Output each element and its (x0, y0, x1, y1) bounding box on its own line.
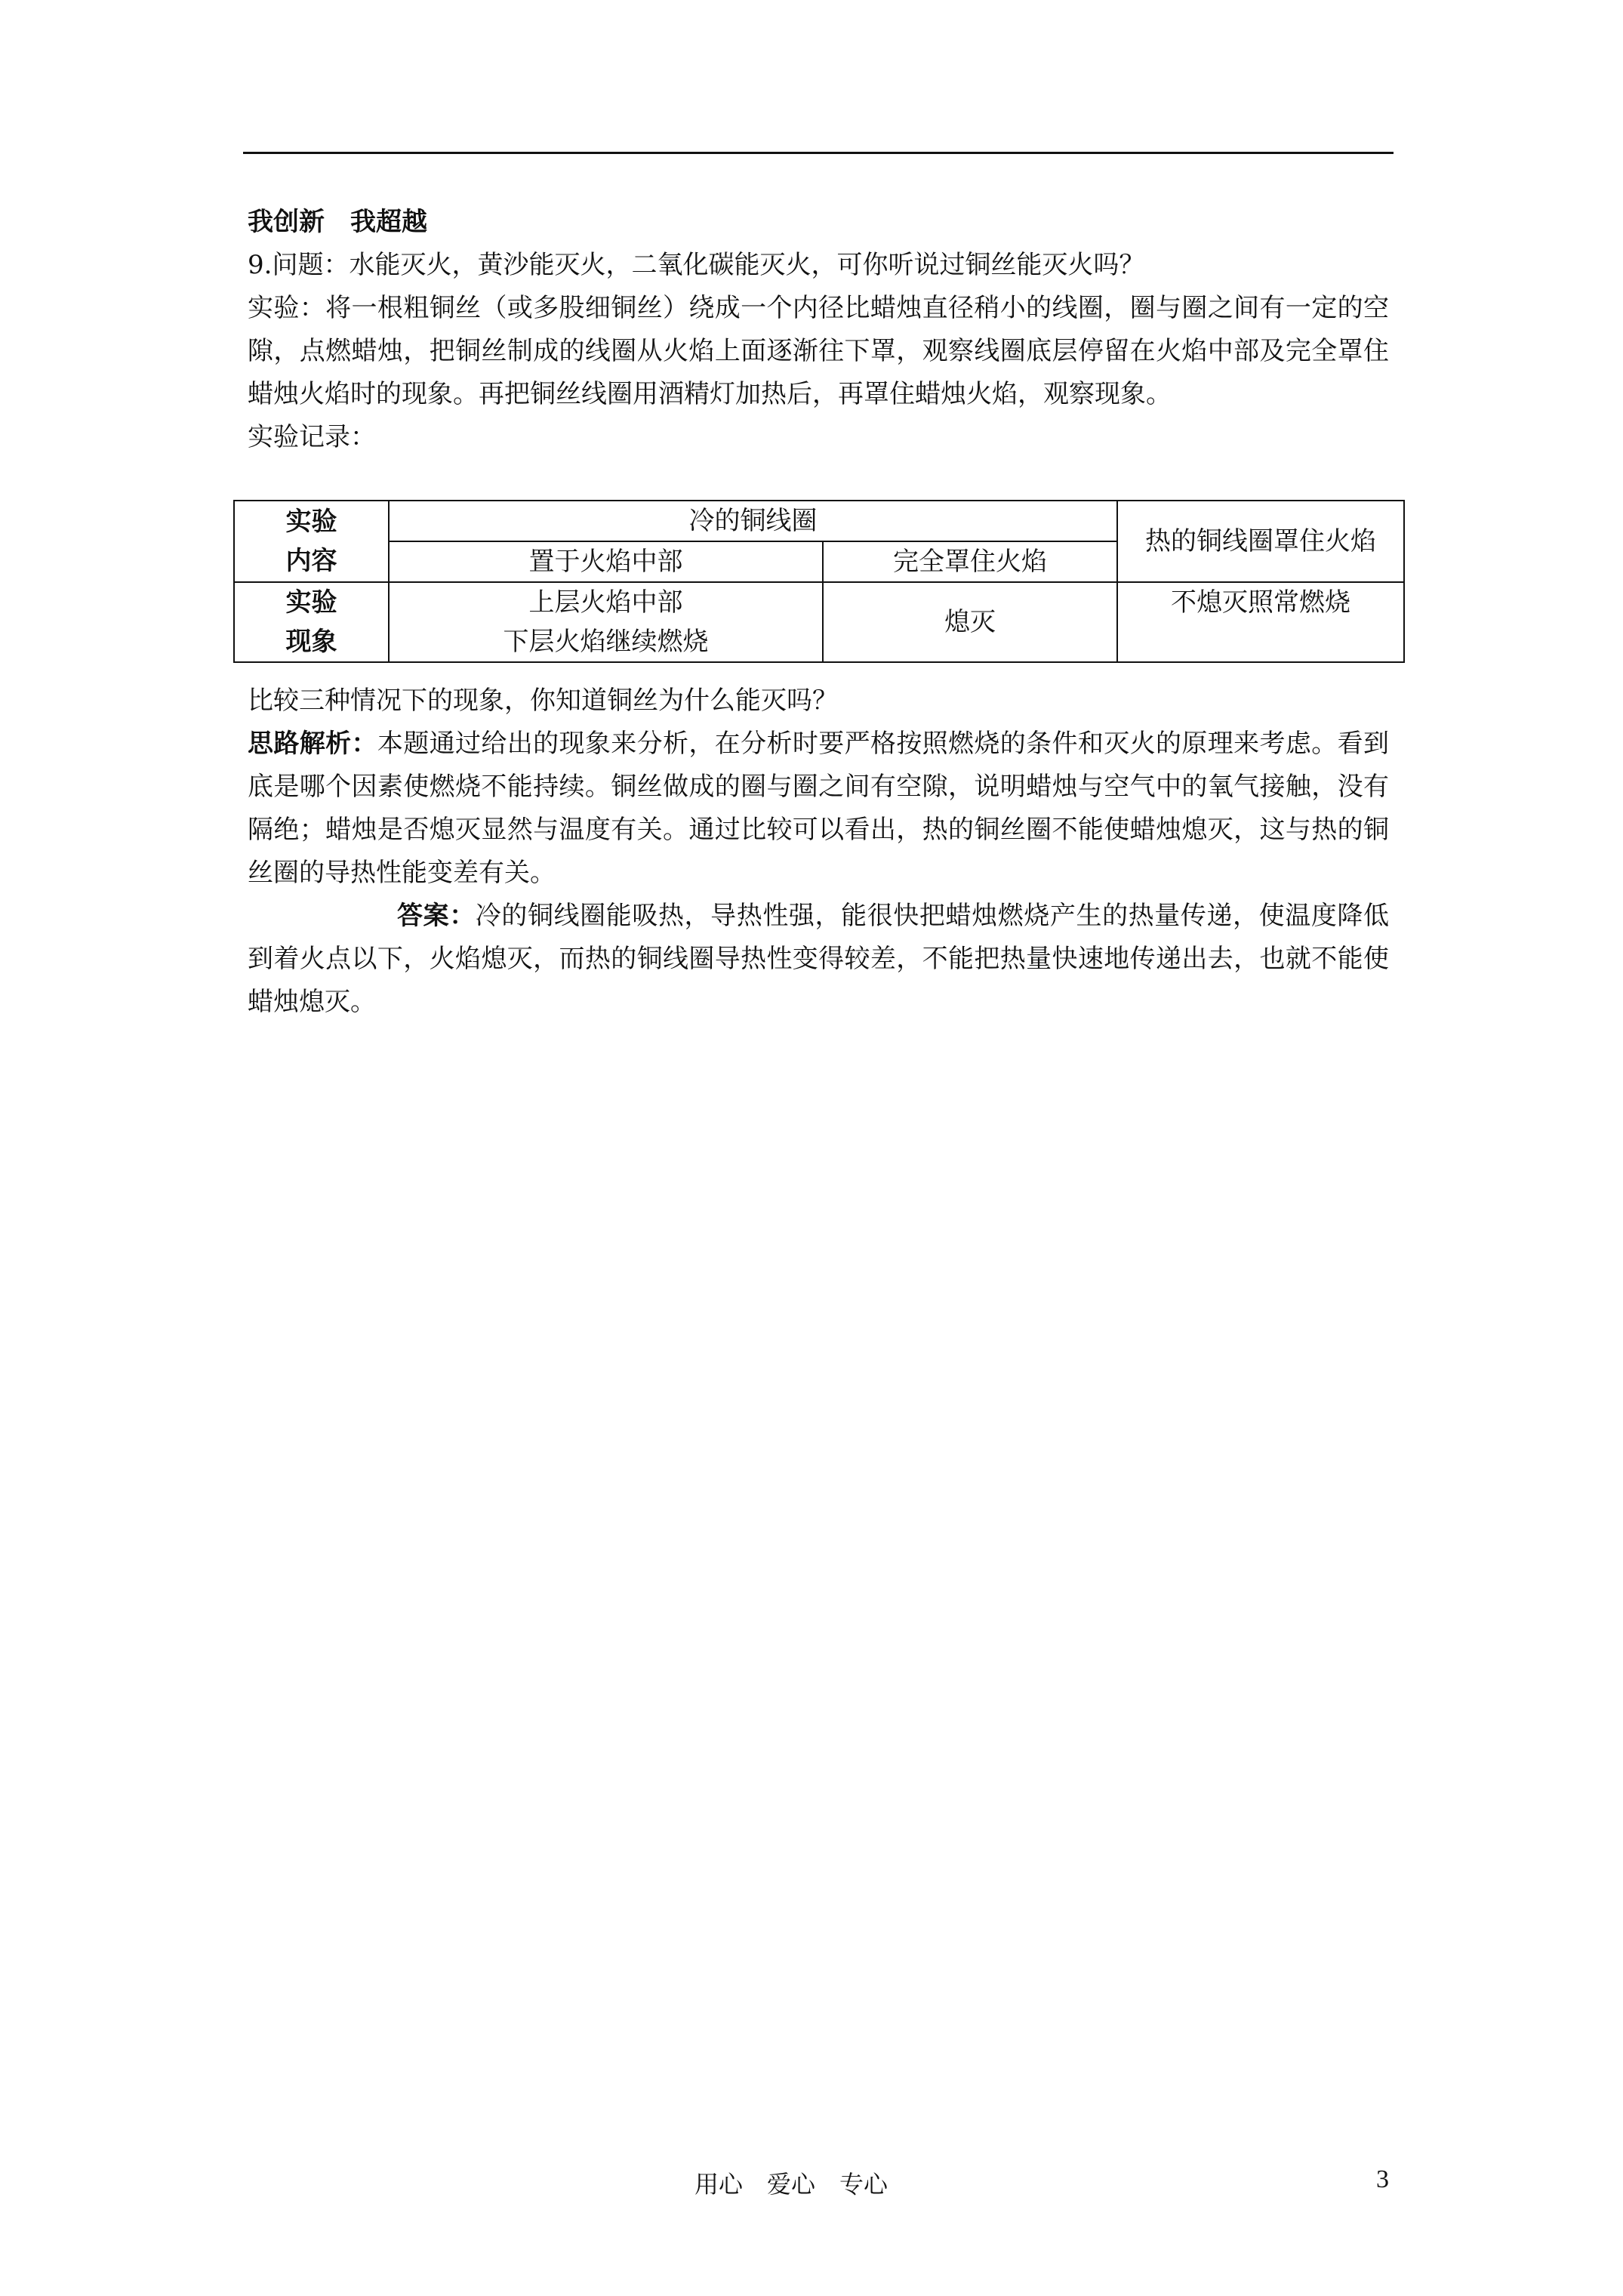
footer-item: 专心 (839, 2170, 888, 2199)
obs-hot-cell: 不熄灭照常燃烧 (1117, 582, 1404, 662)
obs-middle-line: 下层火焰继续燃烧 (503, 627, 709, 657)
question-text: 9.问题：水能灭火，黄沙能灭火，二氧化碳能灭火，可你听说过铜丝能灭火吗？ (248, 250, 1145, 280)
footer-item: 用心 (694, 2170, 744, 2199)
answer-label: 答案： (397, 901, 476, 931)
sub-header-middle: 置于火焰中部 (389, 541, 823, 582)
obs-full-cell: 熄灭 (823, 582, 1117, 662)
hot-coil-header: 热的铜线圈罩住火焰 (1117, 501, 1404, 582)
analysis-section (248, 680, 1389, 1024)
footer-item: 爱心 (767, 2170, 816, 2199)
analysis-label: 思路解析： (248, 729, 377, 759)
cold-coil-header: 冷的铜线圈 (389, 501, 1117, 541)
row-head-line: 内容 (285, 546, 337, 576)
page-number: 3 (1376, 2165, 1389, 2193)
section-title (248, 201, 1389, 244)
compare-question: 比较三种情况下的现象，你知道铜丝为什么能灭吗？ (248, 686, 838, 716)
section-title-part2: 我超越 (350, 207, 427, 237)
answer-paragraph (248, 895, 1389, 1024)
main-content (248, 201, 1389, 459)
row-head-content (234, 501, 389, 582)
analysis-text: 本题通过给出的现象来分析，在分析时要严格按照燃烧的条件和灭火的原理来考虑。看到底是哪个因素使燃烧不能持续。铜丝做成的圈与圈之间有空隙，说明蜡烛与空气中的氧气接触，没有隔绝；蜡烛是否熄灭显然与温度有关。通过比较可以看出，热的铜丝圈不能使蜡烛熄灭，这与热的铜丝圈的导热性能变差有关。 (248, 729, 1390, 888)
row-head-observation (234, 582, 389, 662)
experiment-text: 实验：将一根粗铜丝（或多股细铜丝）绕成一个内径比蜡烛直径稍小的线圈，圈与圈之间有一定的空隙，点燃蜡烛，把铜丝制成的线圈从火焰上面逐渐往下罩，观察线圈底层停留在火焰中部及完全罩住蜡烛火焰时的现象。再把铜丝线圈用酒精灯加热后，再罩住蜡烛火焰，观察现象。 (248, 293, 1389, 409)
table-row (234, 501, 1404, 541)
obs-middle-line: 上层火焰中部 (528, 587, 683, 618)
section-title-part1: 我创新 (248, 207, 325, 237)
footer-motto (694, 2165, 936, 2200)
sub-header-full: 完全罩住火焰 (823, 541, 1117, 582)
analysis-paragraph (248, 723, 1389, 895)
header-rule (243, 152, 1394, 154)
row-head-line: 现象 (285, 627, 337, 657)
row-head-line: 实验 (285, 587, 337, 618)
answer-text: 冷的铜线圈能吸热，导热性强，能很快把蜡烛燃烧产生的热量传递，使温度降低到着火点以下，火焰熄灭，而热的铜线圈导热性变得较差，不能把热量快速地传递出去，也就不能使蜡烛熄灭。 (248, 901, 1390, 1017)
table-row (234, 582, 1404, 662)
experiment-record-table (233, 500, 1405, 663)
record-label: 实验记录： (248, 422, 376, 452)
row-head-line: 实验 (285, 507, 337, 537)
obs-middle-cell (389, 582, 823, 662)
